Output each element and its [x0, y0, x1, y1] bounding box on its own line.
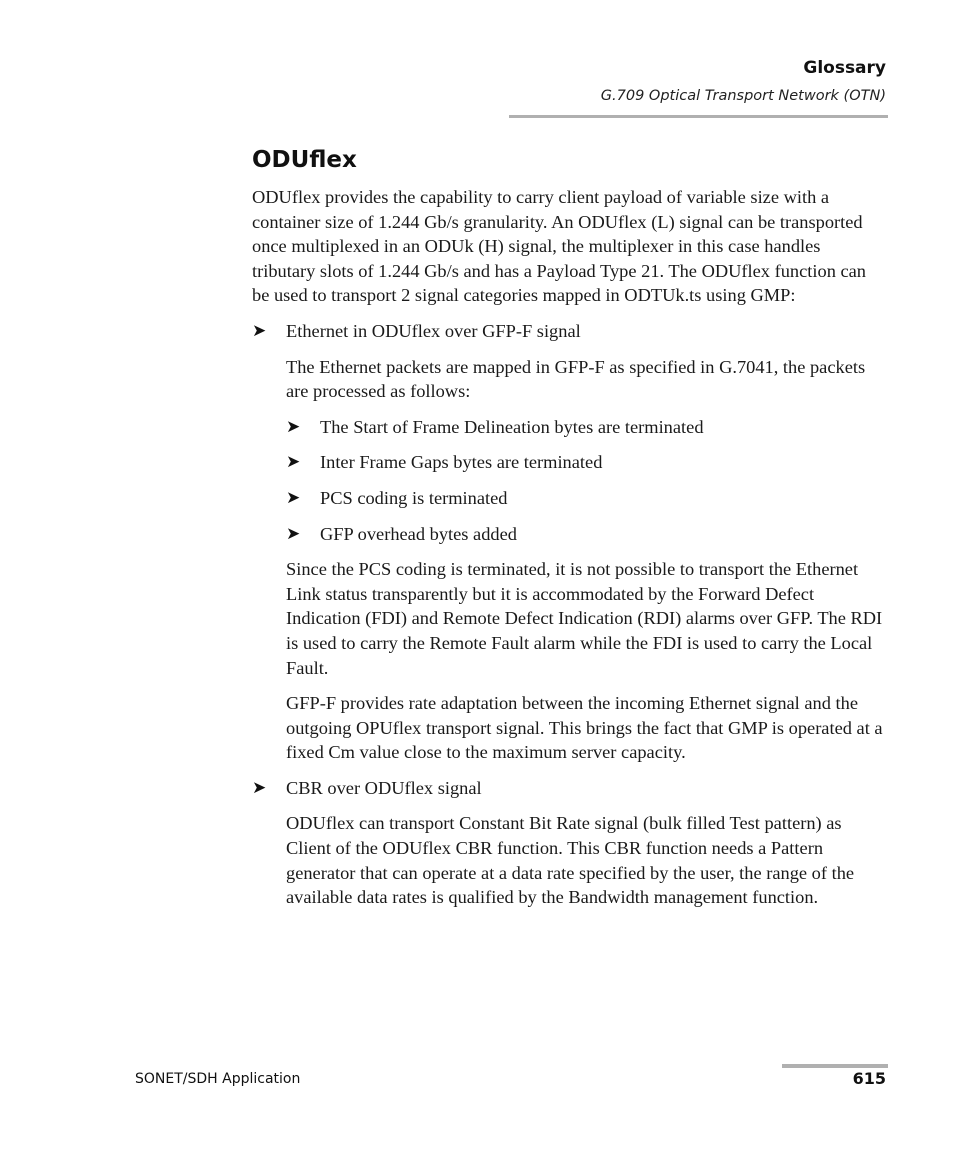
- arrowhead-bullet-icon: ➤: [286, 452, 301, 473]
- list-item: [286, 486, 887, 511]
- list-item: [252, 776, 887, 801]
- footer-divider: [782, 1064, 888, 1068]
- body-paragraph: Since the PCS coding is terminated, it is not possible to transport the Ethernet Link status transparently but it is accommodated by the Forward Defect Indication (FDI) and Remote Defect Indication (RDI) alarms over GFP. The RDI is used to carry the Remote Fault alarm while the FDI is used to carry the Local Fault.: [286, 559, 883, 678]
- arrowhead-bullet-icon: ➤: [286, 416, 301, 437]
- page-number: 615: [852, 1069, 886, 1088]
- arrowhead-bullet-icon: ➤: [252, 777, 267, 798]
- list-item: [286, 522, 887, 547]
- bullet-label: CBR over ODUflex signal: [286, 777, 482, 798]
- list-item: [286, 415, 887, 440]
- list-item: [252, 319, 887, 344]
- section-heading: ODUflex: [252, 147, 357, 173]
- list-item: [286, 450, 887, 475]
- intro-paragraph: ODUflex provides the capability to carry client payload of variable size with a container size of 1.244 Gb/s granularity. An ODUflex (L) signal can be transported once multiplexed in an ODUk (H) signal, the multiplexer in this case handles tributary slots of 1.244 Gb/s and has a Payload Type 21. The ODUflex function can be used to transport 2 signal categories mapped in ODTUk.ts using GMP:: [252, 187, 867, 306]
- header-subtitle: G.709 Optical Transport Network (OTN): [600, 88, 886, 104]
- body-paragraph: The Ethernet packets are mapped in GFP-F as specified in G.7041, the packets are processed as follows:: [286, 356, 866, 402]
- sub-bullet-label: The Start of Frame Delineation bytes are terminated: [320, 416, 704, 437]
- sub-bullet-label: GFP overhead bytes added: [320, 523, 517, 544]
- sub-bullet-label: Inter Frame Gaps bytes are terminated: [320, 452, 603, 473]
- bullet-label: Ethernet in ODUflex over GFP-F signal: [286, 320, 581, 341]
- body-paragraph: ODUflex can transport Constant Bit Rate signal (bulk filled Test pattern) as Client of the ODUflex CBR function. This CBR function needs a Pattern generator that can operate at a data rate specified by the user, the range of the available data rates is qualified by the Bandwidth management function.: [286, 813, 855, 908]
- arrowhead-bullet-icon: ➤: [286, 523, 301, 544]
- body-paragraph: GFP-F provides rate adaptation between the incoming Ethernet signal and the outgoing OPUflex transport signal. This brings the fact that GMP is operated at a fixed Cm value close to the maximum server capacity.: [286, 693, 883, 763]
- page-content: [252, 145, 887, 921]
- arrowhead-bullet-icon: ➤: [252, 320, 267, 341]
- arrowhead-bullet-icon: ➤: [286, 487, 301, 508]
- header-divider: [509, 115, 888, 118]
- bullet-body: [252, 355, 887, 765]
- footer-document-title: SONET/SDH Application: [135, 1071, 301, 1087]
- sub-bullet-label: PCS coding is terminated: [320, 487, 508, 508]
- bullet-body: [252, 811, 887, 909]
- header-title: Glossary: [803, 58, 886, 78]
